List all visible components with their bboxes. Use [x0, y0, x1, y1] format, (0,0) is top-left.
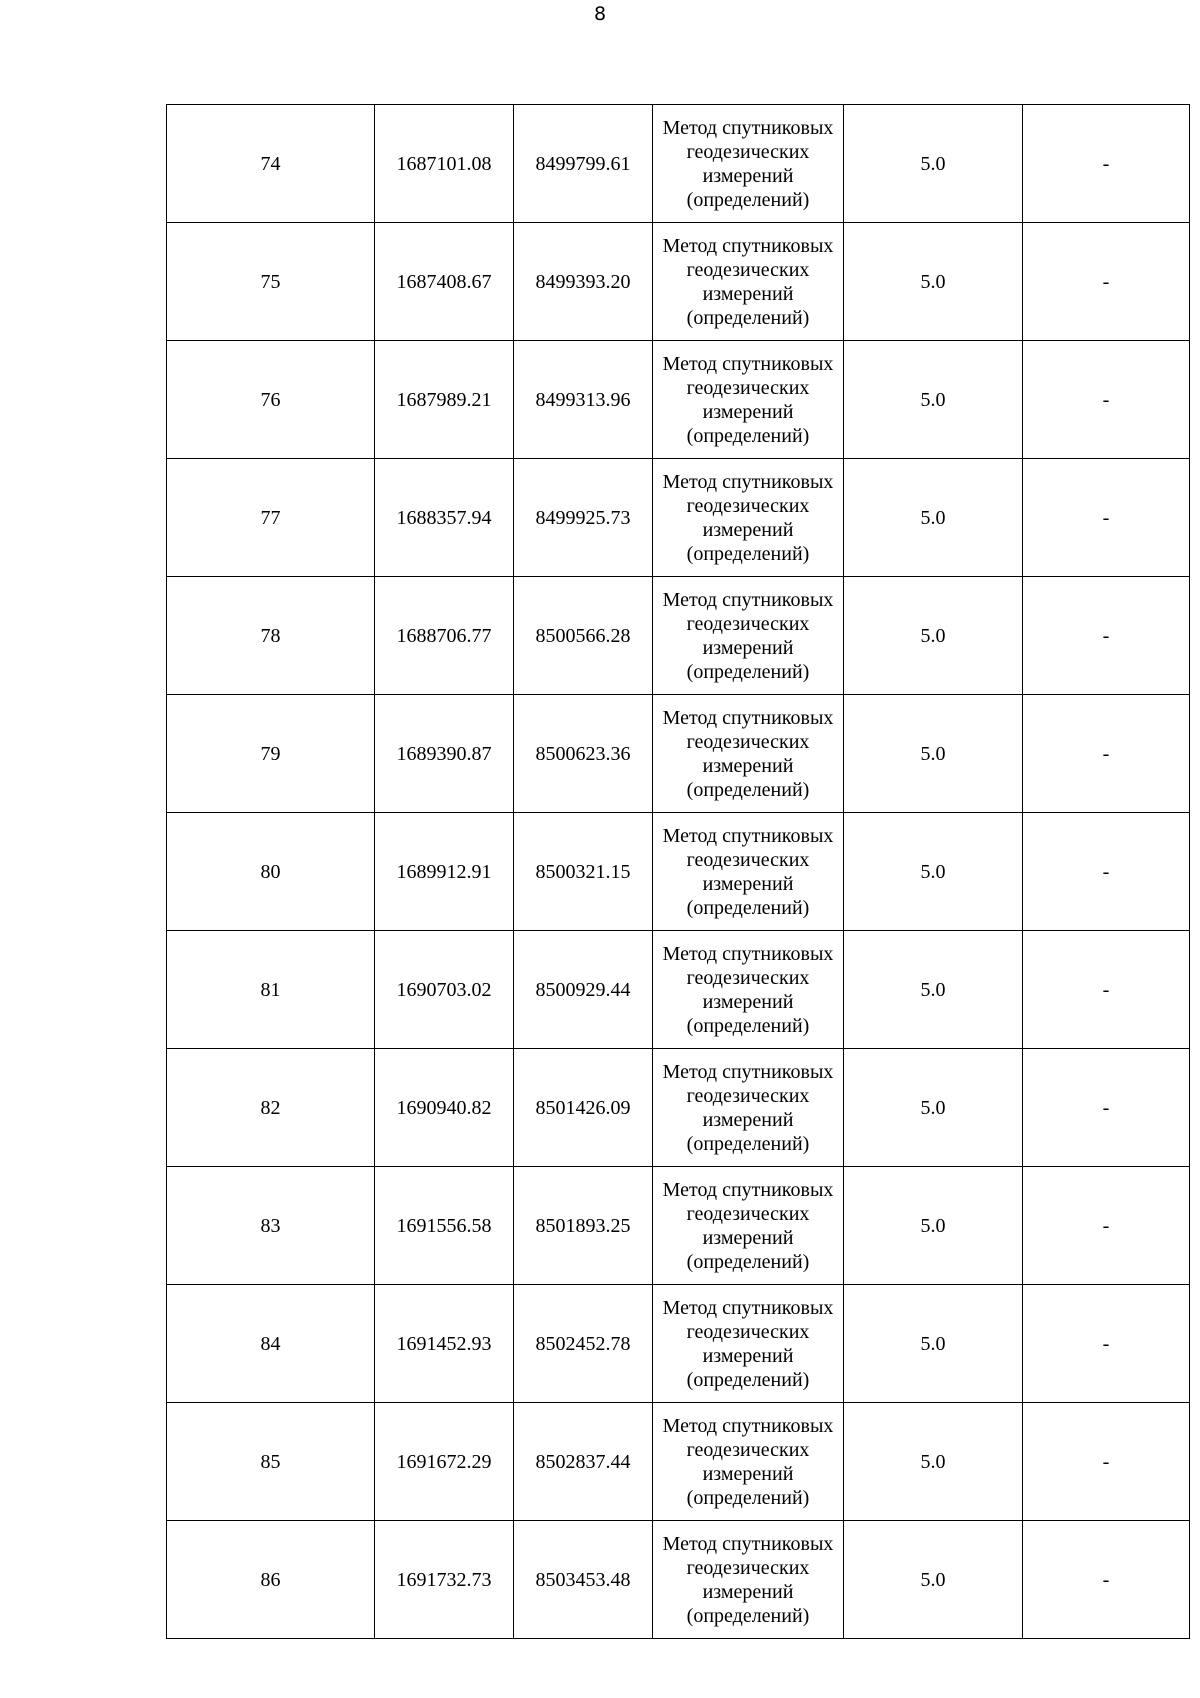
method-cell: Метод спутниковых геодезических измерений (определений) — [653, 695, 844, 813]
x-coordinate-cell: 1691672.29 — [375, 1403, 514, 1521]
x-coordinate-cell: 1687989.21 — [375, 341, 514, 459]
method-cell: Метод спутниковых геодезических измерений (определений) — [653, 1167, 844, 1285]
accuracy-cell: 5.0 — [844, 223, 1023, 341]
y-coordinate-cell: 8501426.09 — [514, 1049, 653, 1167]
note-cell: - — [1023, 459, 1190, 577]
accuracy-cell: 5.0 — [844, 1285, 1023, 1403]
table-body — [167, 105, 1190, 1639]
point-number-cell: 75 — [167, 223, 375, 341]
x-coordinate-cell: 1687408.67 — [375, 223, 514, 341]
y-coordinate-cell: 8500321.15 — [514, 813, 653, 931]
note-cell: - — [1023, 1521, 1190, 1639]
accuracy-cell: 5.0 — [844, 931, 1023, 1049]
method-cell: Метод спутниковых геодезических измерений (определений) — [653, 341, 844, 459]
accuracy-cell: 5.0 — [844, 813, 1023, 931]
point-number-cell: 76 — [167, 341, 375, 459]
method-cell: Метод спутниковых геодезических измерений (определений) — [653, 1521, 844, 1639]
table-row — [167, 1285, 1190, 1403]
point-number-cell: 83 — [167, 1167, 375, 1285]
method-cell: Метод спутниковых геодезических измерений (определений) — [653, 223, 844, 341]
y-coordinate-cell: 8500566.28 — [514, 577, 653, 695]
table-row — [167, 577, 1190, 695]
method-cell: Метод спутниковых геодезических измерений (определений) — [653, 577, 844, 695]
accuracy-cell: 5.0 — [844, 341, 1023, 459]
table-row — [167, 1167, 1190, 1285]
y-coordinate-cell: 8499313.96 — [514, 341, 653, 459]
x-coordinate-cell: 1688706.77 — [375, 577, 514, 695]
y-coordinate-cell: 8503453.48 — [514, 1521, 653, 1639]
accuracy-cell: 5.0 — [844, 1049, 1023, 1167]
note-cell: - — [1023, 1049, 1190, 1167]
point-number-cell: 77 — [167, 459, 375, 577]
point-number-cell: 78 — [167, 577, 375, 695]
point-number-cell: 80 — [167, 813, 375, 931]
x-coordinate-cell: 1691732.73 — [375, 1521, 514, 1639]
point-number-cell: 86 — [167, 1521, 375, 1639]
page-number: 8 — [593, 3, 607, 25]
table-row — [167, 223, 1190, 341]
x-coordinate-cell: 1690703.02 — [375, 931, 514, 1049]
y-coordinate-cell: 8499393.20 — [514, 223, 653, 341]
y-coordinate-cell: 8502452.78 — [514, 1285, 653, 1403]
table-row — [167, 931, 1190, 1049]
y-coordinate-cell: 8499799.61 — [514, 105, 653, 223]
table-row — [167, 1521, 1190, 1639]
accuracy-cell: 5.0 — [844, 459, 1023, 577]
y-coordinate-cell: 8499925.73 — [514, 459, 653, 577]
x-coordinate-cell: 1689390.87 — [375, 695, 514, 813]
note-cell: - — [1023, 931, 1190, 1049]
point-number-cell: 81 — [167, 931, 375, 1049]
note-cell: - — [1023, 813, 1190, 931]
method-cell: Метод спутниковых геодезических измерений (определений) — [653, 105, 844, 223]
accuracy-cell: 5.0 — [844, 105, 1023, 223]
accuracy-cell: 5.0 — [844, 695, 1023, 813]
table-row — [167, 1049, 1190, 1167]
y-coordinate-cell: 8500623.36 — [514, 695, 653, 813]
note-cell: - — [1023, 105, 1190, 223]
note-cell: - — [1023, 341, 1190, 459]
x-coordinate-cell: 1687101.08 — [375, 105, 514, 223]
accuracy-cell: 5.0 — [844, 1521, 1023, 1639]
note-cell: - — [1023, 577, 1190, 695]
table-row — [167, 1403, 1190, 1521]
x-coordinate-cell: 1691556.58 — [375, 1167, 514, 1285]
x-coordinate-cell: 1691452.93 — [375, 1285, 514, 1403]
note-cell: - — [1023, 1285, 1190, 1403]
point-number-cell: 84 — [167, 1285, 375, 1403]
method-cell: Метод спутниковых геодезических измерений (определений) — [653, 1049, 844, 1167]
y-coordinate-cell: 8502837.44 — [514, 1403, 653, 1521]
method-cell: Метод спутниковых геодезических измерений (определений) — [653, 931, 844, 1049]
accuracy-cell: 5.0 — [844, 1403, 1023, 1521]
point-number-cell: 85 — [167, 1403, 375, 1521]
y-coordinate-cell: 8500929.44 — [514, 931, 653, 1049]
x-coordinate-cell: 1688357.94 — [375, 459, 514, 577]
method-cell: Метод спутниковых геодезических измерений (определений) — [653, 1285, 844, 1403]
x-coordinate-cell: 1689912.91 — [375, 813, 514, 931]
note-cell: - — [1023, 1167, 1190, 1285]
note-cell: - — [1023, 223, 1190, 341]
y-coordinate-cell: 8501893.25 — [514, 1167, 653, 1285]
point-number-cell: 82 — [167, 1049, 375, 1167]
table-row — [167, 459, 1190, 577]
point-number-cell: 74 — [167, 105, 375, 223]
note-cell: - — [1023, 1403, 1190, 1521]
table-row — [167, 105, 1190, 223]
method-cell: Метод спутниковых геодезических измерений (определений) — [653, 459, 844, 577]
table-row — [167, 341, 1190, 459]
method-cell: Метод спутниковых геодезических измерений (определений) — [653, 813, 844, 931]
table-row — [167, 695, 1190, 813]
accuracy-cell: 5.0 — [844, 577, 1023, 695]
point-number-cell: 79 — [167, 695, 375, 813]
accuracy-cell: 5.0 — [844, 1167, 1023, 1285]
table-row — [167, 813, 1190, 931]
coordinates-table — [166, 104, 1190, 1639]
x-coordinate-cell: 1690940.82 — [375, 1049, 514, 1167]
method-cell: Метод спутниковых геодезических измерений (определений) — [653, 1403, 844, 1521]
note-cell: - — [1023, 695, 1190, 813]
